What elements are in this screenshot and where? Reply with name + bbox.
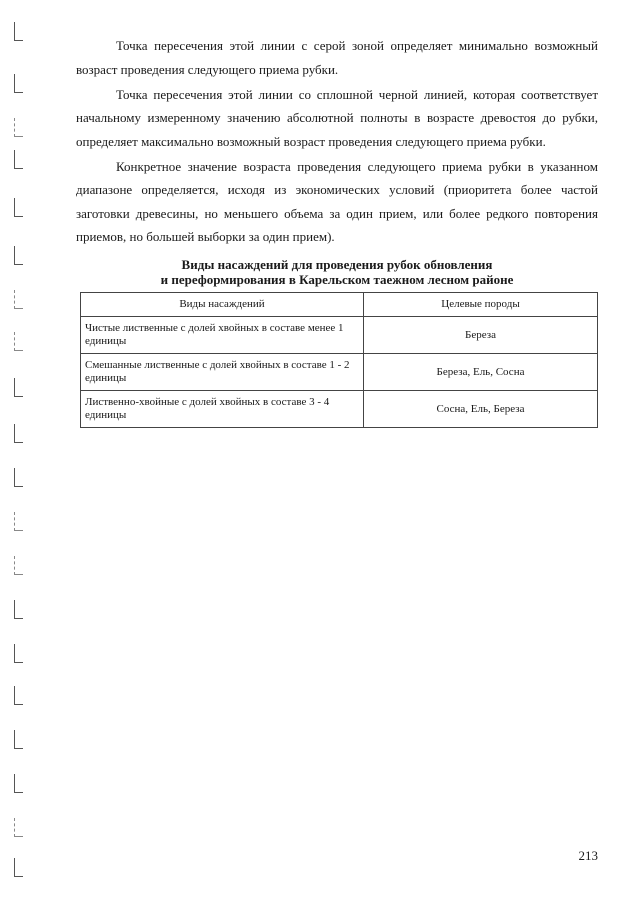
binding-mark <box>14 150 23 169</box>
binding-mark <box>14 290 23 309</box>
binding-mark <box>14 644 23 663</box>
paragraph: Конкретное значение возраста проведения следующего приема рубки в указанном диапазоне определяется, исходя из экономических условий (приоритета более частой заготовки древесины, но меньшего объема за один прием, или более редкого повторения приемов, но большей выборки за один прием). <box>76 158 598 244</box>
paragraph: Точка пересечения этой линии со сплошной черной линией, которая соответствует начальному измеренному значению абсолютной полноты в возрасте древостоя до рубки, определяет максимально возможный возраст проведения следующего приема рубки. <box>76 86 598 149</box>
table-row <box>81 317 598 354</box>
binding-mark <box>14 198 23 217</box>
binding-mark <box>14 774 23 793</box>
binding-mark <box>14 730 23 749</box>
binding-mark <box>14 556 23 575</box>
table-title-line: и переформирования в Карельском таежном лесном районе <box>160 272 514 287</box>
page-number: 213 <box>578 848 598 863</box>
binding-mark <box>14 686 23 705</box>
binding-mark <box>14 468 23 487</box>
paragraph: Точка пересечения этой линии с серой зоной определяет минимально возможный возраст проведения следующего приема рубки. <box>76 38 598 77</box>
table-header-row <box>81 293 598 317</box>
target-species-cell: Сосна, Ель, Береза <box>364 391 598 428</box>
table-row <box>81 354 598 391</box>
header-stand-types: Виды насаждений <box>81 293 364 317</box>
target-species-cell: Береза, Ель, Сосна <box>364 354 598 391</box>
stand-type-cell: Лиственно-хвойные с долей хвойных в составе 3 - 4 единицы <box>81 391 364 428</box>
binding-mark <box>14 858 23 877</box>
body-text <box>76 34 598 250</box>
binding-mark <box>14 22 23 41</box>
binding-marks <box>0 0 30 905</box>
binding-mark <box>14 378 23 397</box>
table-title <box>76 257 598 287</box>
binding-mark <box>14 332 23 351</box>
binding-mark <box>14 74 23 93</box>
header-target-species: Целевые породы <box>364 293 598 317</box>
stand-type-cell: Чистые лиственные с долей хвойных в составе менее 1 единицы <box>81 317 364 354</box>
binding-mark <box>14 246 23 265</box>
binding-mark <box>14 424 23 443</box>
target-species-cell: Береза <box>364 317 598 354</box>
binding-mark <box>14 512 23 531</box>
binding-mark <box>14 600 23 619</box>
table-row <box>81 391 598 428</box>
binding-mark <box>14 818 23 837</box>
stand-types-table <box>80 292 598 428</box>
table-title-line: Виды насаждений для проведения рубок обновления <box>181 257 493 272</box>
binding-mark <box>14 118 23 137</box>
stand-type-cell: Смешанные лиственные с долей хвойных в составе 1 - 2 единицы <box>81 354 364 391</box>
